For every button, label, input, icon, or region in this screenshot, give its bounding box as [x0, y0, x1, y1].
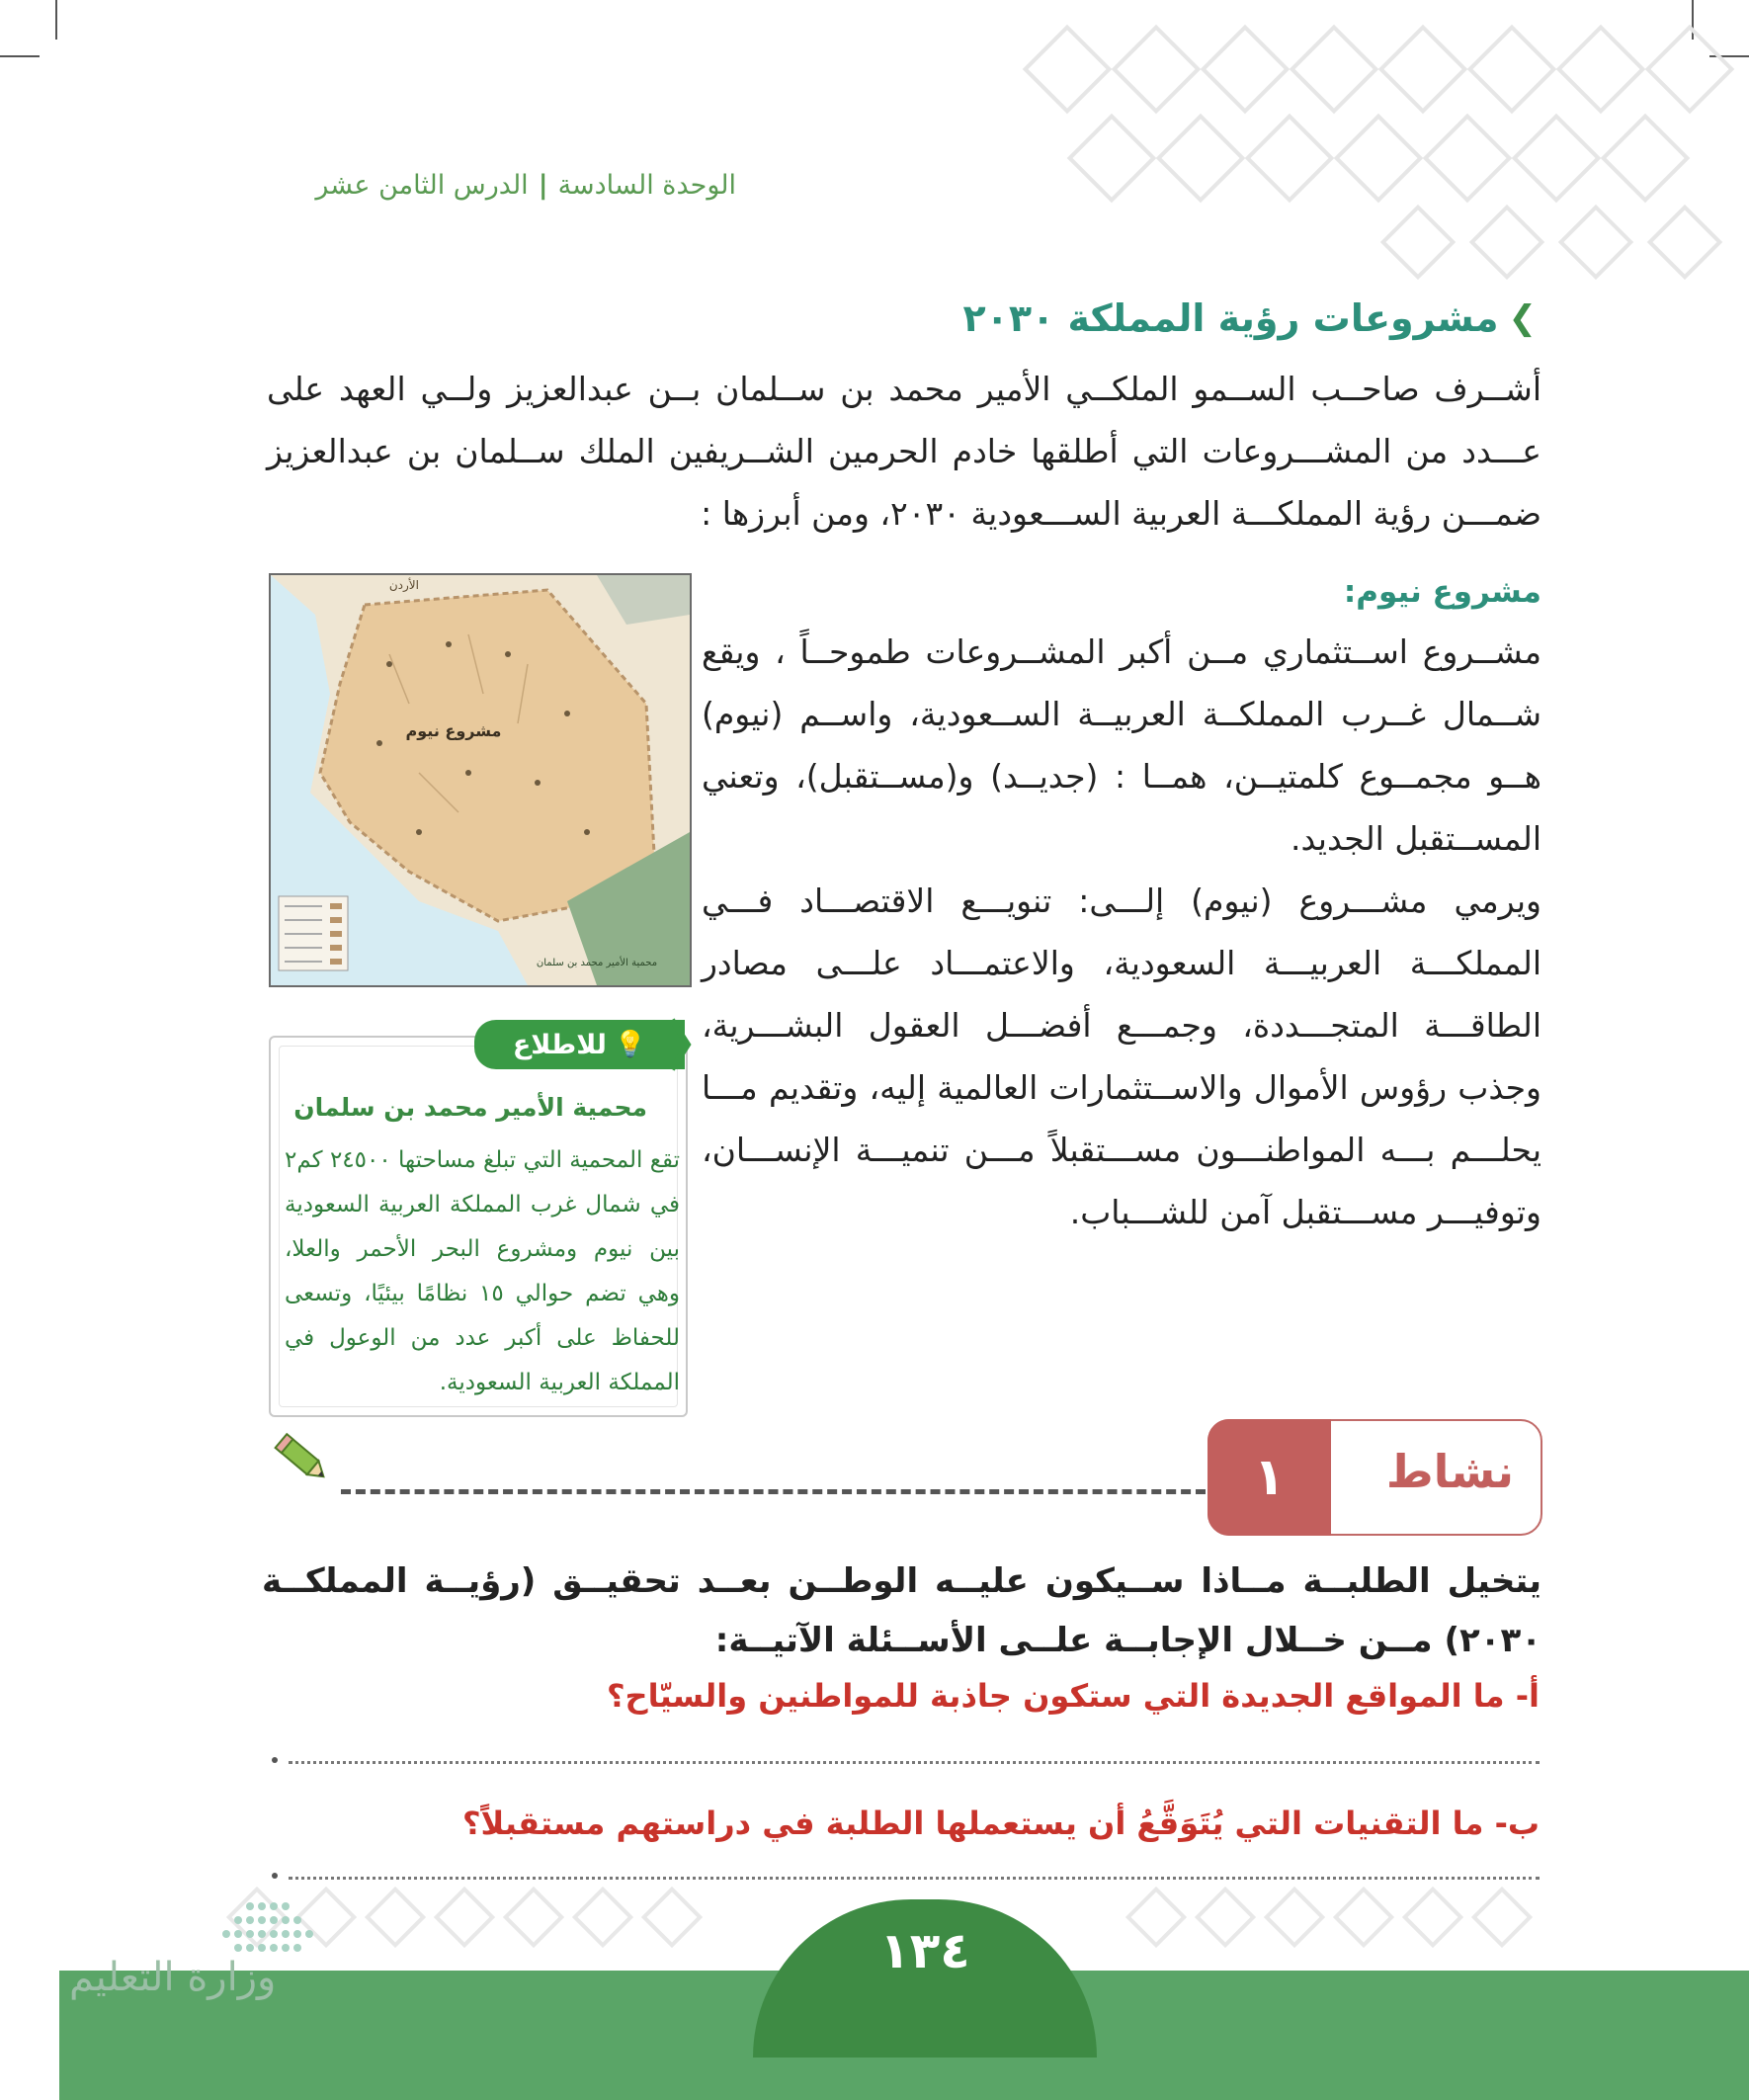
neom-map [269, 573, 692, 987]
activity-intro: يتخيل الطلبــة مــاذا ســيكون عليــه الوطــن بعــد تحقيــق (رؤيــة المملكــة ٢٠٣٠) مــن خــلال الإجابــة علــى الأســئلة الآتيــة: [262, 1561, 1541, 1660]
neom-paragraph-1: مشــروع اســتثماري مــن أكبر المشــروعات طموحــاً ، ويقع شــمال غــرب المملكــة العربيــة الســعودية، واســم (نيوم) هــو مجمــوع كلمتيــن، همــا : (جديــد) و(مســتقبل)، وتعني المســتقبل الجديد. [702, 632, 1541, 858]
neom-paragraph-2: ويرمي مشـــروع (نيوم) إلـــى: تنويـــع الاقتصـــاد فـــي المملكـــة العربيـــة السعودية، والاعتمـــاد علـــى مصادر الطاقـــة المتجـــددة، وجمـــع أفضـــل العقول البشـــرية، وجذب رؤوس الأموال والاســتثمارات العالمية إليه، وتقديم مـــا يحلـــم بـــه المواطنـــون مســـتقبلاً مـــن تنميـــة الإنســـان، وتوفيـــر مســـتقبل آمن للشـــباب. [702, 882, 1541, 1231]
activity-dashed-line [341, 1489, 1206, 1494]
activity-label: نشاط [1385, 1445, 1514, 1498]
map-label: مشروع نيوم [405, 721, 502, 740]
bullet [272, 1873, 278, 1879]
info-tab [474, 1020, 685, 1069]
map-bottom-label: محمية الأمير محمد بن سلمان [536, 958, 658, 968]
page-number: ١٣٤ [879, 1922, 970, 1979]
neom-subtitle: مشروع نيوم: [1343, 574, 1541, 610]
crop-mark [0, 55, 40, 57]
section-title-text: مشروعات رؤية المملكة ٢٠٣٠ [962, 296, 1499, 340]
intro-paragraph: أشــرف صاحــب الســمو الملكــي الأمير محمد بن ســلمان بــن عبدالعزيز ولــي العهد على عـــدد من المشـــروعات التي أطلقها خادم الحرمين الشــريفين الملك ســلمان بن عبدالعزيز ضمـــن رؤية المملكـــة العربية الســـعودية ٢٠٣٠، ومن أبرزها : [267, 370, 1541, 533]
section-title [962, 296, 1537, 340]
question-a: أ- ما المواقع الجديدة التي ستكون جاذبة للمواطنين والسيّاح؟ [606, 1677, 1540, 1715]
info-tab-notch [672, 1012, 696, 1077]
pencil-icon [265, 1423, 334, 1492]
crop-mark [55, 0, 57, 40]
answer-line-a[interactable] [289, 1761, 1540, 1764]
chevron-left-icon: ❯ [1508, 298, 1537, 338]
info-box-title: محمية الأمير محمد بن سلمان [293, 1093, 647, 1122]
activity-number: ١ [1208, 1419, 1331, 1536]
header-separator: | [538, 170, 548, 201]
map-country-label: الأردن [388, 578, 419, 592]
unit-label: الوحدة السادسة [557, 170, 736, 201]
page-header [315, 170, 736, 201]
neom-section [702, 567, 1541, 1243]
info-box-text: تقع المحمية التي تبلغ مساحتها ٢٤٥٠٠ كم٢ في شمال غرب المملكة العربية السعودية بين نيوم ومشروع البحر الأحمر والعلا، وهي تضم حوالي ١٥ نظامًا بيئيًا، وتسعى للحفاظ على أكبر عدد من الوعول في المملكة العربية السعودية. [285, 1147, 680, 1395]
bullet [272, 1757, 278, 1763]
ministry-name: وزارة التعليم [69, 1955, 277, 2000]
lightbulb-icon: 💡 [614, 1030, 647, 1059]
decorative-pattern [998, 0, 1749, 296]
answer-line-b[interactable] [289, 1877, 1540, 1880]
lesson-label: الدرس الثامن عشر [315, 170, 529, 201]
question-b: ب- ما التقنيات التي يُتَوَقَّعُ أن يستعملها الطلبة في دراستهم مستقبلاً؟ [461, 1805, 1540, 1842]
info-tab-label: للاطلاع [512, 1029, 607, 1060]
